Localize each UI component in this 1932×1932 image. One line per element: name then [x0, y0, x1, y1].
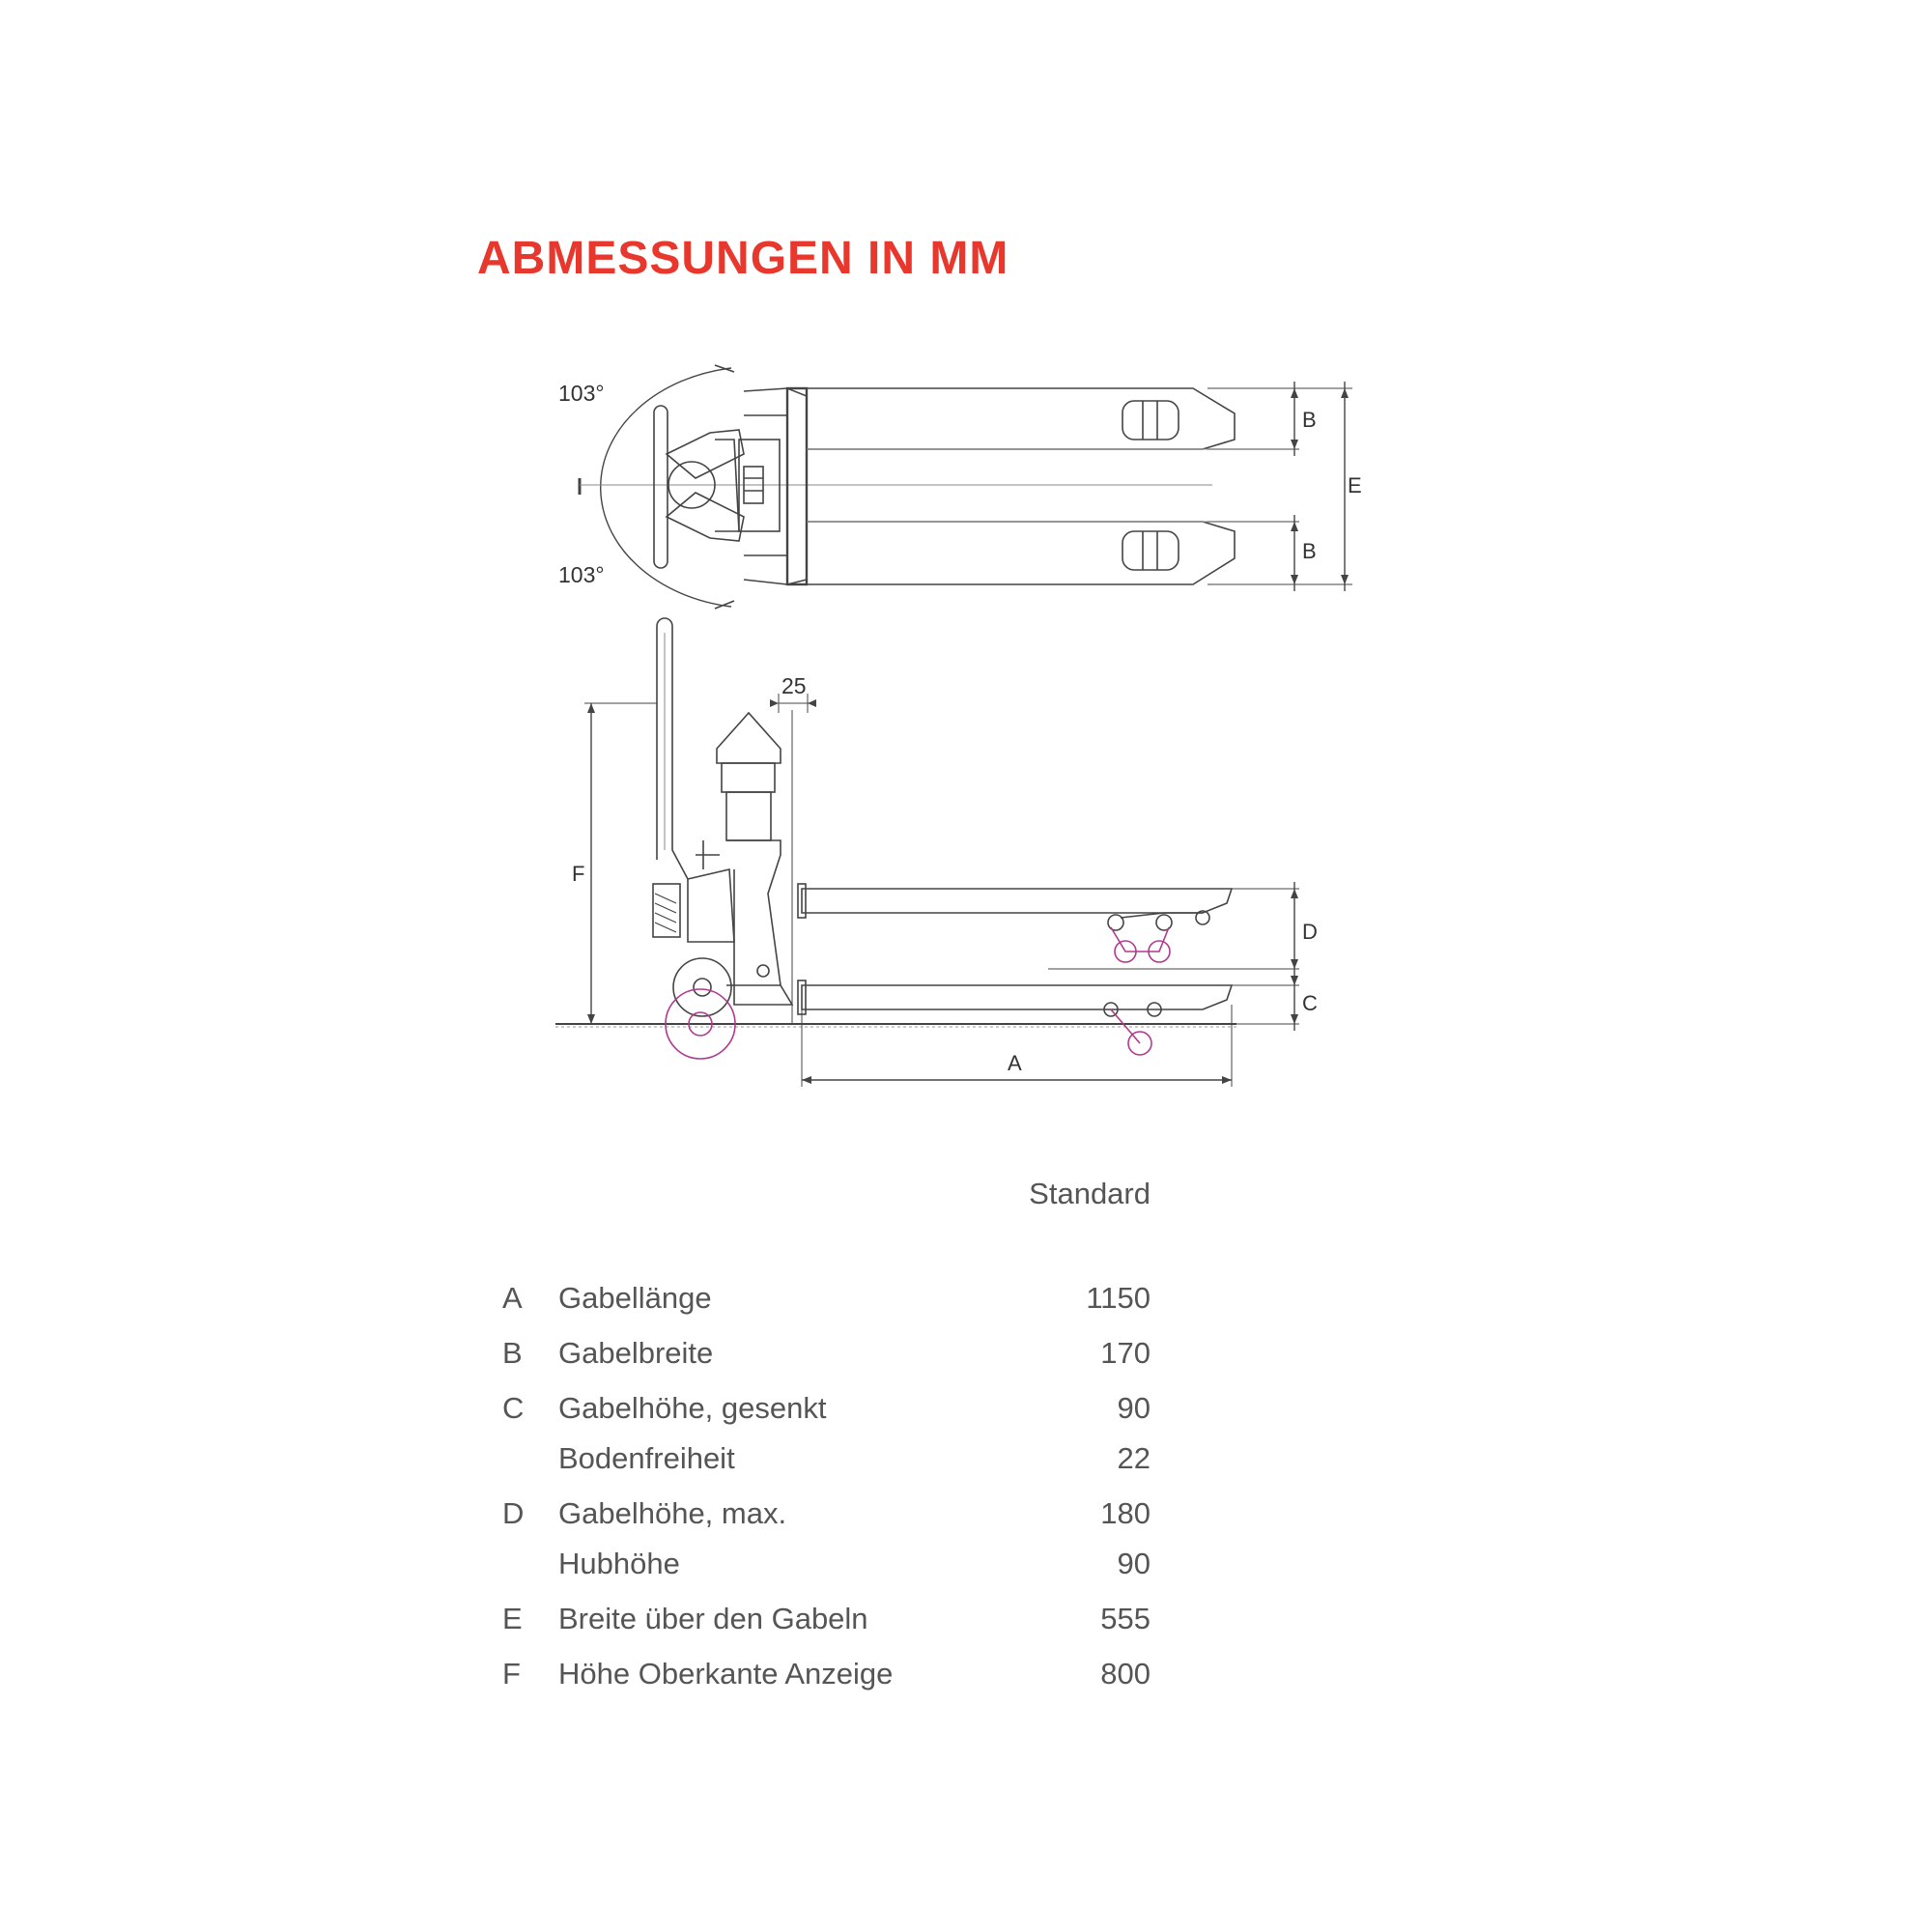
row-label: Hubhöhe [558, 1547, 680, 1580]
dim-b-top-label: B [1302, 408, 1317, 432]
handle [657, 618, 688, 879]
row-letter: E [502, 1602, 523, 1635]
row-letter: C [502, 1391, 525, 1425]
row-value: 1150 [1086, 1281, 1151, 1315]
top-view [580, 365, 1352, 609]
fork-lowered [802, 985, 1232, 1009]
row-value: 800 [1100, 1657, 1151, 1690]
highlight-wheels [666, 927, 1170, 1059]
top-view-arrowheads [1291, 388, 1349, 584]
steer-wheel [673, 958, 731, 1016]
dim-25-label: 25 [781, 673, 807, 698]
row-value: 22 [1117, 1441, 1151, 1475]
row-value: 555 [1100, 1602, 1151, 1635]
row-letter: F [502, 1657, 521, 1690]
row-value: 180 [1100, 1496, 1151, 1530]
row-value: 90 [1117, 1391, 1151, 1425]
dim-a-label: A [1008, 1051, 1022, 1075]
table-row [0, 1602, 1932, 1644]
fork-raised [802, 889, 1232, 913]
dim-d-label: D [1302, 920, 1318, 944]
table-row [0, 1441, 1932, 1484]
row-value: 90 [1117, 1547, 1151, 1580]
table-row [0, 1496, 1932, 1539]
row-label: Höhe Oberkante Anzeige [558, 1657, 894, 1690]
row-label: Gabellänge [558, 1281, 712, 1315]
fork-top [807, 388, 1235, 449]
row-label: Gabelhöhe, max. [558, 1496, 787, 1530]
side-view-arrowheads [587, 699, 1298, 1084]
row-letter: A [502, 1281, 523, 1315]
page-title: ABMESSUNGEN IN MM [477, 233, 1009, 284]
angle-top-label: 103° [558, 381, 605, 406]
table-row [0, 1391, 1932, 1434]
row-letter: B [502, 1336, 523, 1370]
dim-e-label: E [1348, 473, 1362, 497]
table-row [0, 1281, 1932, 1323]
dim-b-bottom-label: B [1302, 539, 1317, 563]
dim-f-label: F [572, 862, 585, 886]
row-label: Gabelbreite [558, 1336, 714, 1370]
row-label: Bodenfreiheit [558, 1441, 735, 1475]
row-value: 170 [1100, 1336, 1151, 1370]
row-letter: D [502, 1496, 525, 1530]
table-row [0, 1547, 1932, 1589]
row-label: Gabelhöhe, gesenkt [558, 1391, 827, 1425]
steering-arc [601, 368, 731, 607]
row-label: Breite über den Gabeln [558, 1602, 868, 1635]
angle-bottom-label: 103° [558, 562, 605, 587]
column-header-standard: Standard [1029, 1177, 1151, 1210]
table-row [0, 1657, 1932, 1699]
dim-c-label: C [1302, 991, 1318, 1015]
table-row [0, 1336, 1932, 1378]
